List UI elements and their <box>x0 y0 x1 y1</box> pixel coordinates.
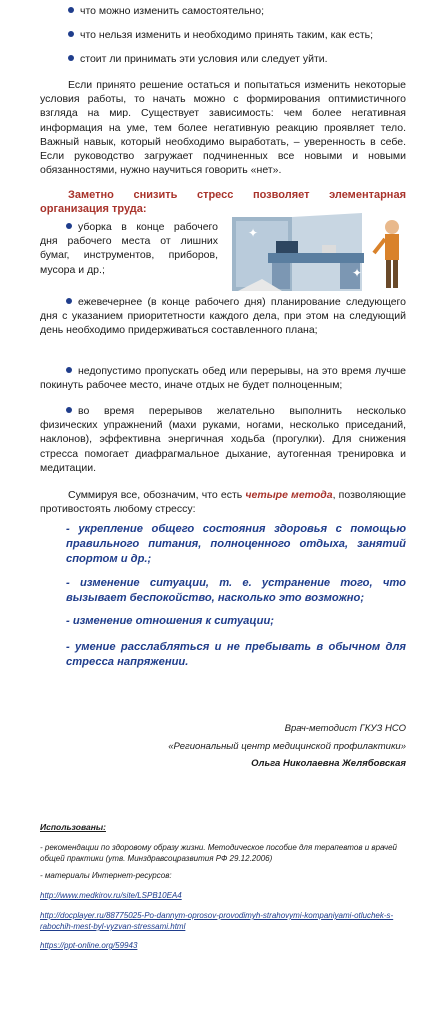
section-heading: Заметно снизить стресс позволяет элементарная организация труда: <box>40 189 406 215</box>
method-item: - умение расслабляться и не пребывать в обычном для стресса напряжении. <box>66 641 406 668</box>
references-heading: Использованы: <box>40 822 106 832</box>
bullet-icon <box>66 298 72 304</box>
reference-item: - материалы Интернет-ресурсов: <box>40 871 172 880</box>
paragraph-intro: Если принято решение остаться и попытаться изменить некоторые условия работы, то начать можно с формирования оптимистичного взгляда на мир. Существует зависимость: чем более негативная информация на уме, тем более негативную реакцию проявляет тело. Важный навык, который необходимо выработать, – уверенность в себе. Если руководство загружает подчиненных все новыми и новыми обязанностями, нужно научиться говорить «нет». <box>40 79 406 177</box>
bullet-icon <box>68 7 74 13</box>
office-desk-illustration <box>232 213 408 295</box>
list-item: ежевечернее (в конце рабочего дня) планирование следующего дня с указанием приоритетности каждого дела, при этом на следующий день необходимо придерживаться составленного плана; <box>40 296 406 337</box>
list-item: стоит ли принимать эти условия или следует уйти. <box>68 52 328 66</box>
list-item: что нельзя изменить и необходимо принять таким, как есть; <box>68 28 373 42</box>
summary-paragraph: Суммируя все, обозначим, что есть четыре метода, позволяющие противостоять любому стрессу: <box>40 489 406 516</box>
signature-name: Ольга Николаевна Желябовская <box>251 758 406 769</box>
emphasis-text: четыре метода <box>245 489 333 501</box>
signature-organization: «Региональный центр медицинской профилактики» <box>168 741 406 752</box>
svg-text:✦: ✦ <box>248 226 259 240</box>
bullet-icon <box>66 407 72 413</box>
svg-text:✦: ✦ <box>352 266 363 280</box>
list-item: уборка в конце рабочего дня рабочего места от лишних бумаг, инструментов, приборов, мусора и др.; <box>40 221 218 276</box>
list-item: что можно изменить самостоятельно; <box>68 4 264 18</box>
bullet-icon <box>66 367 72 373</box>
list-item: во время перерывов желательно выполнить несколько физических упражнений (махи руками, ногами, несколько приседаний, наклонов), эффективна энергичная ходьба (прогулки). Для снижения стресса помогает диафрагмальное дыхание, аутогенная тренировка и медитации. <box>40 405 406 474</box>
method-item: - укрепление общего состояния здоровья с помощью правильного питания, полноценного отдыха, занятий спортом и др.; <box>66 523 406 565</box>
method-item: - изменение ситуации, т. е. устранение того, что вызывает беспокойство, насколько это возможно; <box>66 577 406 604</box>
bullet-icon <box>68 55 74 61</box>
bullet-icon <box>68 31 74 37</box>
bullet-icon <box>66 223 72 229</box>
reference-link[interactable]: https://ppt-online.org/59943 <box>40 941 138 950</box>
list-item: недопустимо пропускать обед или перерывы, на это время лучше покинуть рабочее место, иначе отдых не будет полноценным; <box>40 365 406 392</box>
method-item: - изменение отношения к ситуации; <box>66 615 275 627</box>
reference-link[interactable]: http://docplayer.ru/88775025-Po-dannym-oprosov-provodimyh-strahovymi-kompaniyami-otluchek-s-rabochih-mest-byl-vyzvan-stressami.html <box>40 911 394 931</box>
reference-link[interactable]: http://www.medkirov.ru/site/LSPB10EA4 <box>40 891 182 900</box>
reference-item: - рекомендации по здоровому образу жизни. Методическое пособие для терапевтов и врачей общей практики (утв. Минздравсоцразвития РФ 29.12.2006) <box>40 843 397 863</box>
signature-position: Врач-методист ГКУЗ НСО <box>284 723 406 734</box>
